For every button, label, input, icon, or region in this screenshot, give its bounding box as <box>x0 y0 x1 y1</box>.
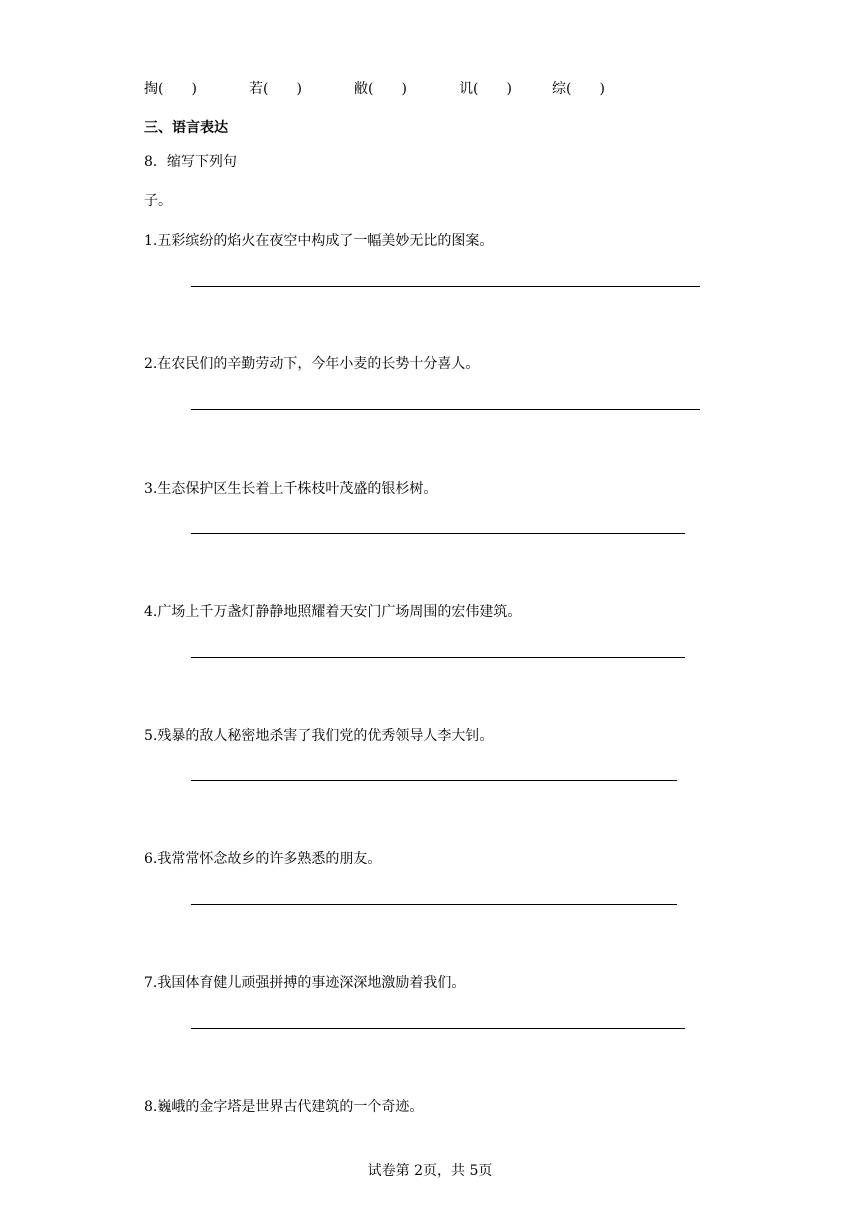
answer-line[interactable] <box>191 904 677 905</box>
sentence-item: 1.五彩缤纷的焰火在夜空中构成了一幅美妙无比的图案。 <box>144 233 494 249</box>
section-title: 三、语言表达 <box>144 120 228 136</box>
question-title: 8．缩写下列句 <box>144 154 237 170</box>
answer-line[interactable] <box>191 409 700 410</box>
sentence-item: 6.我常常怀念故乡的许多熟悉的朋友。 <box>144 851 382 867</box>
sentence-item: 3.生态保护区生长着上千株枝叶茂盛的银杉树。 <box>144 481 438 497</box>
answer-line[interactable] <box>191 286 700 287</box>
answer-line[interactable] <box>191 657 685 658</box>
page-footer: 试卷第 2页，共 5页 <box>367 1163 493 1179</box>
char-fill-item: 若( ) <box>249 81 302 97</box>
answer-line[interactable] <box>191 533 685 534</box>
answer-line[interactable] <box>191 780 677 781</box>
sentence-item: 7.我国体育健儿顽强拼搏的事迹深深地激励着我们。 <box>144 975 466 991</box>
char-fill-item: 掏( ) <box>144 81 197 97</box>
char-fill-item: 综( ) <box>552 81 605 97</box>
sentence-item: 8.巍峨的金字塔是世界古代建筑的一个奇迹。 <box>144 1099 424 1115</box>
char-fill-item: 敝( ) <box>354 81 407 97</box>
sentence-item: 4.广场上千万盏灯静静地照耀着天安门广场周围的宏伟建筑。 <box>144 604 522 620</box>
char-fill-item: 讥( ) <box>459 81 512 97</box>
answer-line[interactable] <box>191 1028 685 1029</box>
sentence-item: 2.在农民们的辛勤劳动下，今年小麦的长势十分喜人。 <box>144 356 480 372</box>
sentence-item: 5.残暴的敌人秘密地杀害了我们党的优秀领导人李大钊。 <box>144 728 494 744</box>
question-title-continuation: 子。 <box>144 193 172 209</box>
